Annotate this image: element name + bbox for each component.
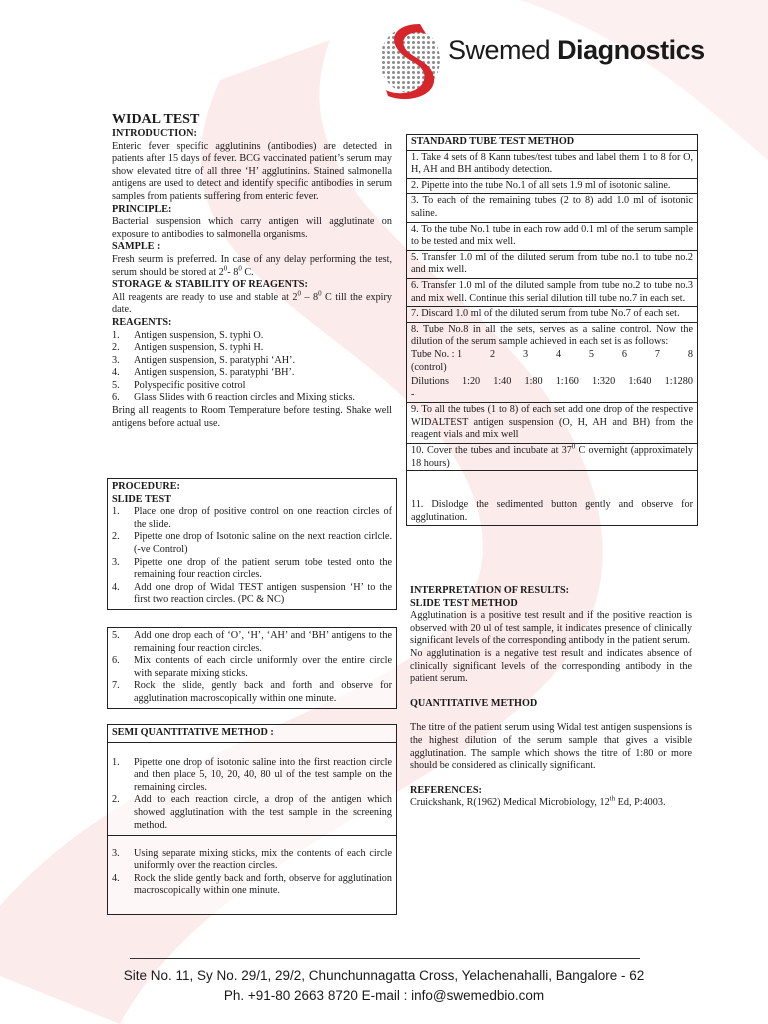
- procedure-list-b: [112, 630, 392, 706]
- principle-heading: PRINCIPLE:: [112, 203, 172, 215]
- quantitative-text: The titre of the patient serum using Widal test antigen suspensions is the highest dilution of the serum sample that gives a visible agglutination. The sample which shows the titre of 1:80 or more should be considered as clinically significant.: [410, 722, 692, 772]
- tube-step: 10. Cover the tubes and incubate at $37^0$ C overnight (approximately 18 hours): [407, 444, 697, 471]
- list-item: 1. Antigen suspension, S. typhi O.: [112, 329, 264, 341]
- semi-quantitative-heading: SEMI QUANTITATIVE METHOD :: [112, 727, 274, 738]
- footer-address: Site No. 11, Sy No. 29/1, 29/2, Chunchunnagatta Cross, Yelachenahalli, Bangalore - 62: [123, 968, 645, 983]
- reagents-heading: REAGENTS:: [112, 316, 172, 328]
- control-label: (control): [411, 361, 447, 373]
- page-title: WIDAL TEST: [112, 112, 200, 127]
- tube-method-heading: STANDARD TUBE TEST METHOD: [407, 135, 697, 151]
- list-item: 3. Antigen suspension, S. paratyphi ‘AH’.: [112, 354, 296, 366]
- left-column: [112, 112, 392, 430]
- list-item: 4. Add one drop of Widal TEST antigen suspension ‘H’ to the first two reaction circles. (PC & NC): [112, 581, 392, 606]
- right-column-text: [410, 585, 692, 810]
- list-item: 5. Add one drop each of ‘O’, ‘H’, ‘AH’ and ‘BH’ antigens to the remaining four reaction circles.: [112, 630, 392, 654]
- intro-heading: INTRODUCTION:: [112, 128, 197, 139]
- slide-test-method-heading: SLIDE TEST METHOD: [410, 597, 518, 609]
- semi-quantitative-list-b: [112, 848, 392, 898]
- procedure-heading: PROCEDURE:: [112, 481, 180, 492]
- semi-quantitative-list-a: [112, 757, 392, 833]
- storage-text: All reagents are ready to use and stable at $2^0 - 8^0$ C till the expiry date.: [112, 289, 392, 316]
- tube-step: 11. Dislodge the sedimented button gently and observe for agglutination.: [411, 499, 693, 523]
- slide-test-heading: SLIDE TEST: [112, 493, 171, 505]
- references-text: Cruickshank, R(1962) Medical Microbiology, 12th Ed, P:4003.: [410, 794, 666, 809]
- semi-quantitative-box: [107, 724, 397, 915]
- tube-step: 7. Discard 1.0 ml of the diluted serum from tube No.7 of each set.: [407, 307, 697, 323]
- sample-text: Fresh seurm is preferred. In case of any delay performing the test, serum should be stored at $2^0-$ $8^0$ C.: [112, 253, 392, 278]
- procedure-box-continued: [107, 627, 397, 709]
- reagents-list: [112, 330, 392, 406]
- footer-divider: [130, 958, 640, 959]
- tube-step: 5. Transfer 1.0 ml of the diluted serum from tube no.1 to tube no.2 and mix well.: [407, 251, 697, 279]
- list-item: 1. Place one drop of positive control on one reaction circles of the slide.: [112, 506, 392, 530]
- swemed-s-icon: [376, 20, 446, 100]
- list-item: 1. Pipette one drop of isotonic saline into the first reaction circle and then place 5, 10, 20, 40, 80 ul of the test sample on the remaining circles.: [112, 756, 392, 793]
- list-item: 2. Add to each reaction circle, a drop of the antigen which showed agglutination with the test sample in the screening method.: [112, 794, 392, 831]
- procedure-list-a: [112, 506, 392, 607]
- interpretation-text-negative: No agglutination is a negative test result and indicates absence of clinically significant levels of the corresponding antibody in the patient serum.: [410, 647, 692, 685]
- list-item: 3. Using separate mixing sticks, mix the contents of each circle uniformly over the reaction circles.: [112, 847, 392, 872]
- list-item: 6. Glass Slides with 6 reaction circles and Mixing sticks.: [112, 392, 355, 404]
- company-logo: [376, 20, 726, 100]
- tube-step-dilution: 8. Tube No.8 in all the sets, serves as a saline control. Now the dilution of the serum sample achieved in each set is as follows: Tube No. : 1 2 3 4 5 6 7 8 (control) Dilutions 1:20 1:40 1:80 1:160 1:320 1:640 1:1280 -: [407, 323, 697, 404]
- tube-step: 1. Take 4 sets of 8 Kann tubes/test tubes and label them 1 to 8 for O, H, AH and BH antibody detection.: [407, 151, 697, 179]
- dash: -: [411, 388, 415, 400]
- interpretation-heading: INTERPRETATION OF RESULTS:: [410, 585, 570, 596]
- tube-step: 2. Pipette into the tube No.1 of all sets 1.9 ml of isotonic saline.: [407, 179, 697, 195]
- quantitative-heading: QUANTITATIVE METHOD: [410, 697, 538, 709]
- references-heading: REFERENCES:: [410, 784, 482, 796]
- dilutions-row: Dilutions 1:20 1:40 1:80 1:160 1:320 1:640 1:1280: [411, 376, 693, 388]
- list-item: 4. Antigen suspension, S. paratyphi ‘BH’.: [112, 367, 295, 379]
- procedure-box: [107, 478, 397, 610]
- sample-heading: SAMPLE :: [112, 241, 161, 253]
- list-item: 6. Mix contents of each circle uniformly over the entire circle with separate mixing sticks.: [112, 655, 392, 679]
- tube-step: 9. To all the tubes (1 to 8) of each set add one drop of the respective WIDALTEST antigen suspension (O, H, AH and BH) from the reagent vials and mix well: [407, 403, 697, 444]
- interpretation-text-positive: Agglutination is a positive test result and if the positive reaction is observed with 20 ul of test sample, it indicates presence of clinically significant levels of the corresponding antibody in the patient serum.: [410, 610, 692, 647]
- list-item: 5. Polyspecific positive cotrol: [112, 379, 246, 391]
- tube-numbers-row: Tube No. : 1 2 3 4 5 6 7 8: [411, 348, 693, 360]
- storage-heading: STORAGE & STABILITY OF REAGENTS:: [112, 279, 308, 291]
- tube-step: 3. To each of the remaining tubes (2 to 8) add 1.0 ml of isotonic saline.: [407, 194, 697, 222]
- reagents-note: Bring all reagents to Room Temperature before testing. Shake well antigens before actual use.: [112, 405, 392, 429]
- tube-step: 4. To the tube No.1 tube in each row add 0.1 ml of the serum sample to be tested and mix well.: [407, 223, 697, 251]
- list-item: 7. Rock the slide, gently back and forth and observe for agglutination macroscopically within one minute.: [112, 680, 392, 704]
- principle-text: Bacterial suspension which carry antigen will agglutinate on exposure to antibodies to salmonella organisms.: [112, 216, 392, 240]
- list-item: 3. Pipette one drop of the patient serum tobe tested onto the remaining four reaction circles.: [112, 556, 392, 581]
- tube-step: 6. Transfer 1.0 ml of the diluted sample from tube no.2 to tube no.3 and mix well. Continue this serial dilution till tube no.7 in each set.: [407, 279, 697, 307]
- tube-method-table: [406, 134, 698, 526]
- list-item: 4. Rock the slide gently back and forth, observe for agglutination macroscopically within one minute.: [112, 872, 392, 897]
- list-item: 2. Antigen suspension, S. typhi H.: [112, 342, 264, 354]
- list-item: 2. Pipette one drop of Isotonic saline on the next reaction cirlcle. (-ve Control): [112, 531, 392, 555]
- intro-text: Enteric fever specific agglutinins (antibodies) are detected in patients after 15 days of fever. BCG vaccinated patient’s serum may show elevated titre of all three ‘H’ agglutinins. Stained salmonella antigens are used to detect and identify specific antibodies in serum samples from patients suffering from enteric fever.: [112, 140, 392, 202]
- brand-name: Swemed Diagnostics: [448, 35, 705, 65]
- footer-contact: Ph. +91-80 2663 8720 E-mail : info@swemedbio.com: [223, 988, 545, 1003]
